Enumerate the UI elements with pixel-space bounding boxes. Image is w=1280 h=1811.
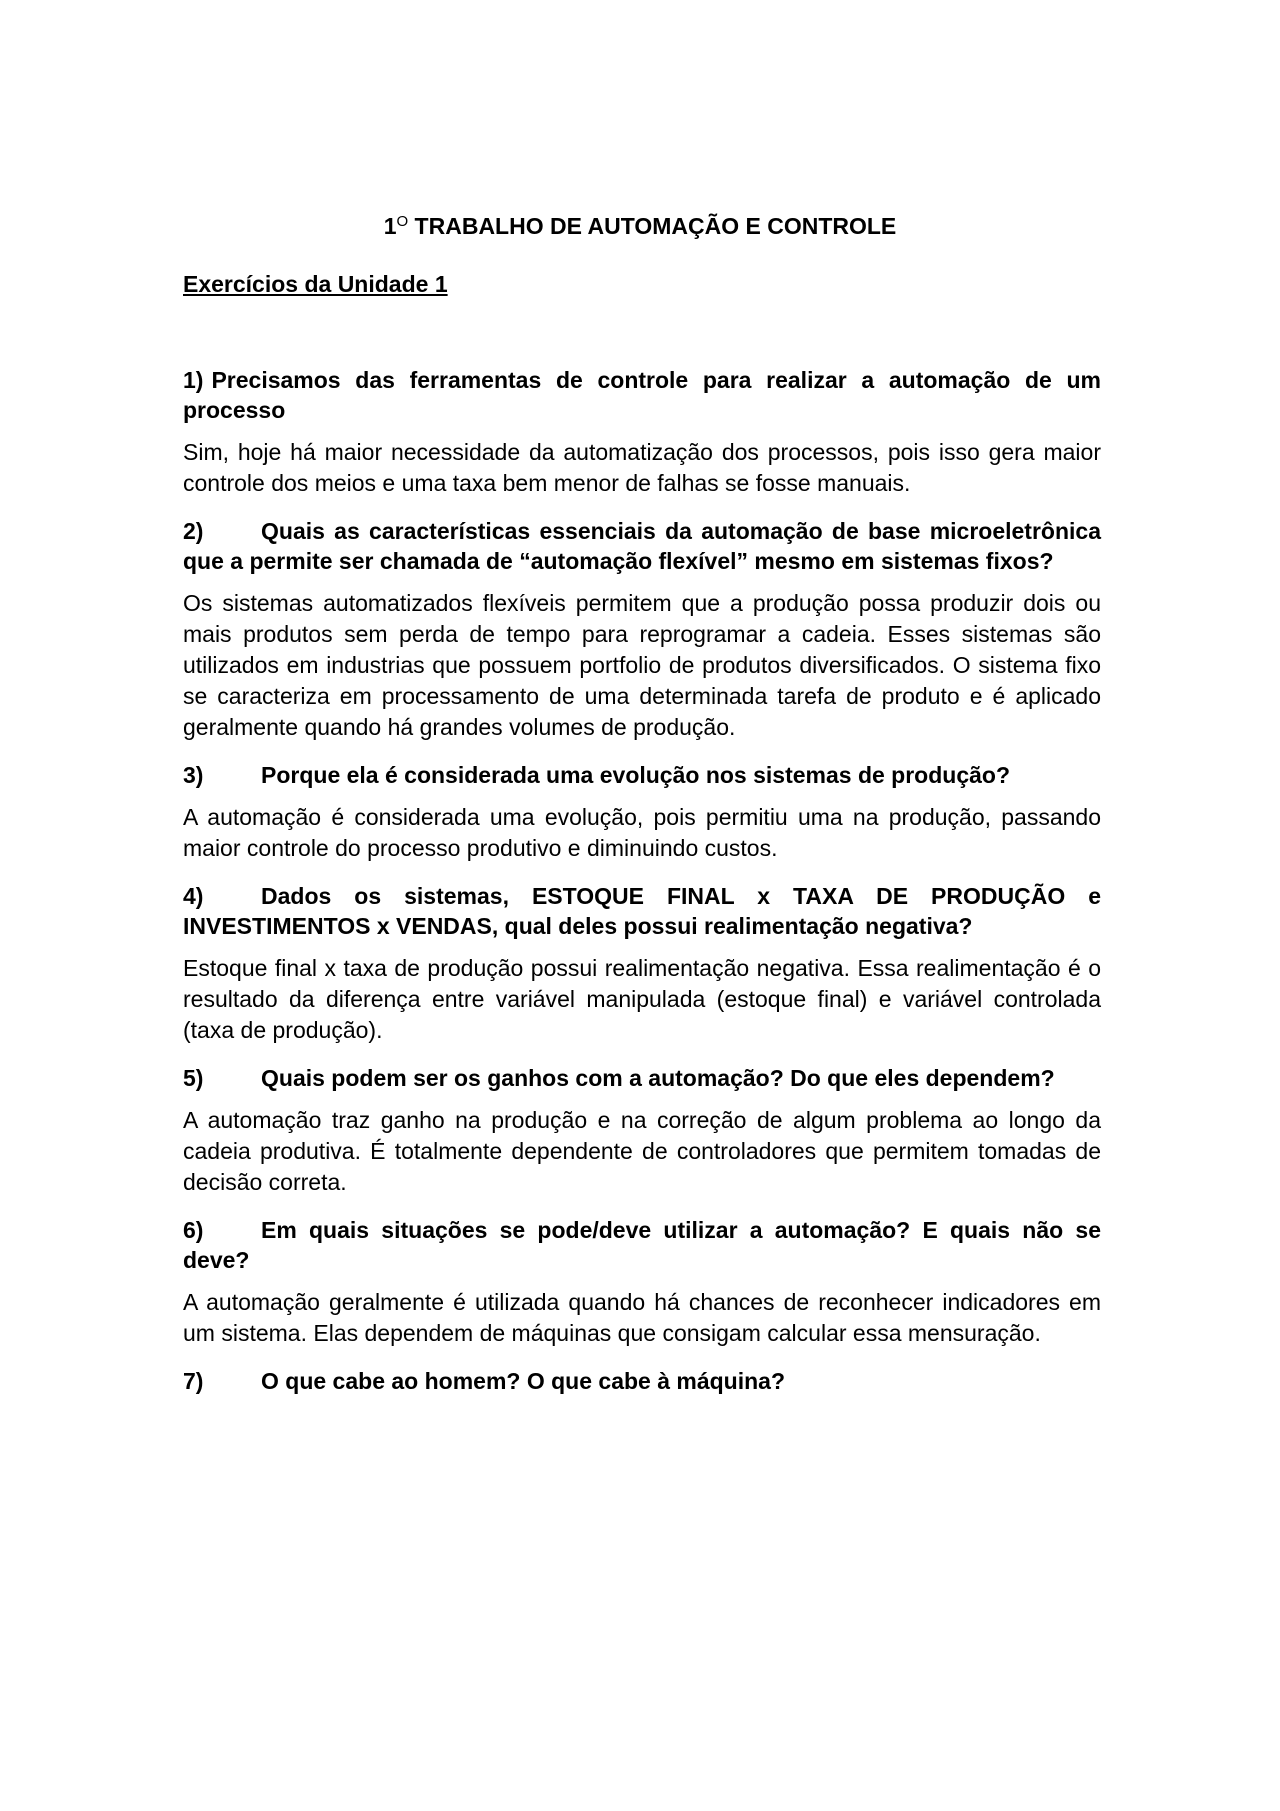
- question-text: O que cabe ao homem? O que cabe à máquina?: [261, 1368, 786, 1394]
- document-title: [0, 208, 1280, 240]
- question-number: 4): [183, 883, 204, 909]
- question-5: [183, 1063, 1101, 1093]
- title-ordinal: O: [396, 213, 409, 230]
- answer-1: Sim, hoje há maior necessidade da automatização dos processos, pois isso gera maior controle dos meios e uma taxa bem menor de falhas se fosse manuais.: [183, 439, 1101, 496]
- question-7: [183, 1366, 1101, 1396]
- question-2: [183, 516, 1101, 576]
- question-text: Em quais situações se pode/deve utilizar a automação? E quais não se deve?: [183, 1217, 1101, 1273]
- question-number: 2): [183, 518, 204, 544]
- answer-4: Estoque final x taxa de produção possui realimentação negativa. Essa realimentação é o resultado da diferença entre variável manipulada (estoque final) e variável controlada (taxa de produção).: [183, 955, 1101, 1043]
- question-number: 7): [183, 1368, 204, 1394]
- question-number: 6): [183, 1217, 204, 1243]
- question-4: [183, 881, 1101, 941]
- answer-2: Os sistemas automatizados flexíveis permitem que a produção possa produzir dois ou mais produtos sem perda de tempo para reprogramar a cadeia. Esses sistemas são utilizados em industrias que possuem portfolio de produtos diversificados. O sistema fixo se caracteriza em processamento de uma determinada tarefa de produto e é aplicado geralmente quando há grandes volumes de produção.: [183, 590, 1101, 740]
- question-list: [183, 365, 1101, 1408]
- section-subtitle: Exercícios da Unidade 1: [183, 271, 448, 297]
- question-number: 1): [183, 367, 204, 393]
- title-prefix: 1: [383, 213, 397, 239]
- question-3: [183, 760, 1101, 790]
- answer-6: A automação geralmente é utilizada quando há chances de reconhecer indicadores em um sistema. Elas dependem de máquinas que consigam calcular essa mensuração.: [183, 1289, 1101, 1346]
- question-number: 5): [183, 1065, 204, 1091]
- question-6: [183, 1215, 1101, 1275]
- title-main: TRABALHO DE AUTOMAÇÃO E CONTROLE: [408, 213, 897, 239]
- question-text: Porque ela é considerada uma evolução nos sistemas de produção?: [261, 762, 1011, 788]
- question-text: Dados os sistemas, ESTOQUE FINAL x TAXA DE PRODUÇÃO e INVESTIMENTOS x VENDAS, qual deles possui realimentação negativa?: [183, 883, 1101, 939]
- question-text: Precisamos das ferramentas de controle para realizar a automação de um processo: [183, 367, 1101, 423]
- answer-3: A automação é considerada uma evolução, pois permitiu uma na produção, passando maior controle do processo produtivo e diminuindo custos.: [183, 804, 1101, 861]
- question-1: [183, 365, 1101, 425]
- question-text: Quais podem ser os ganhos com a automação? Do que eles dependem?: [261, 1065, 1055, 1091]
- question-number: 3): [183, 762, 204, 788]
- answer-5: A automação traz ganho na produção e na correção de algum problema ao longo da cadeia produtiva. É totalmente dependente de controladores que permitem tomadas de decisão correta.: [183, 1107, 1101, 1195]
- question-text: Quais as características essenciais da automação de base microeletrônica que a permite ser chamada de “automação flexível” mesmo em sistemas fixos?: [183, 518, 1101, 574]
